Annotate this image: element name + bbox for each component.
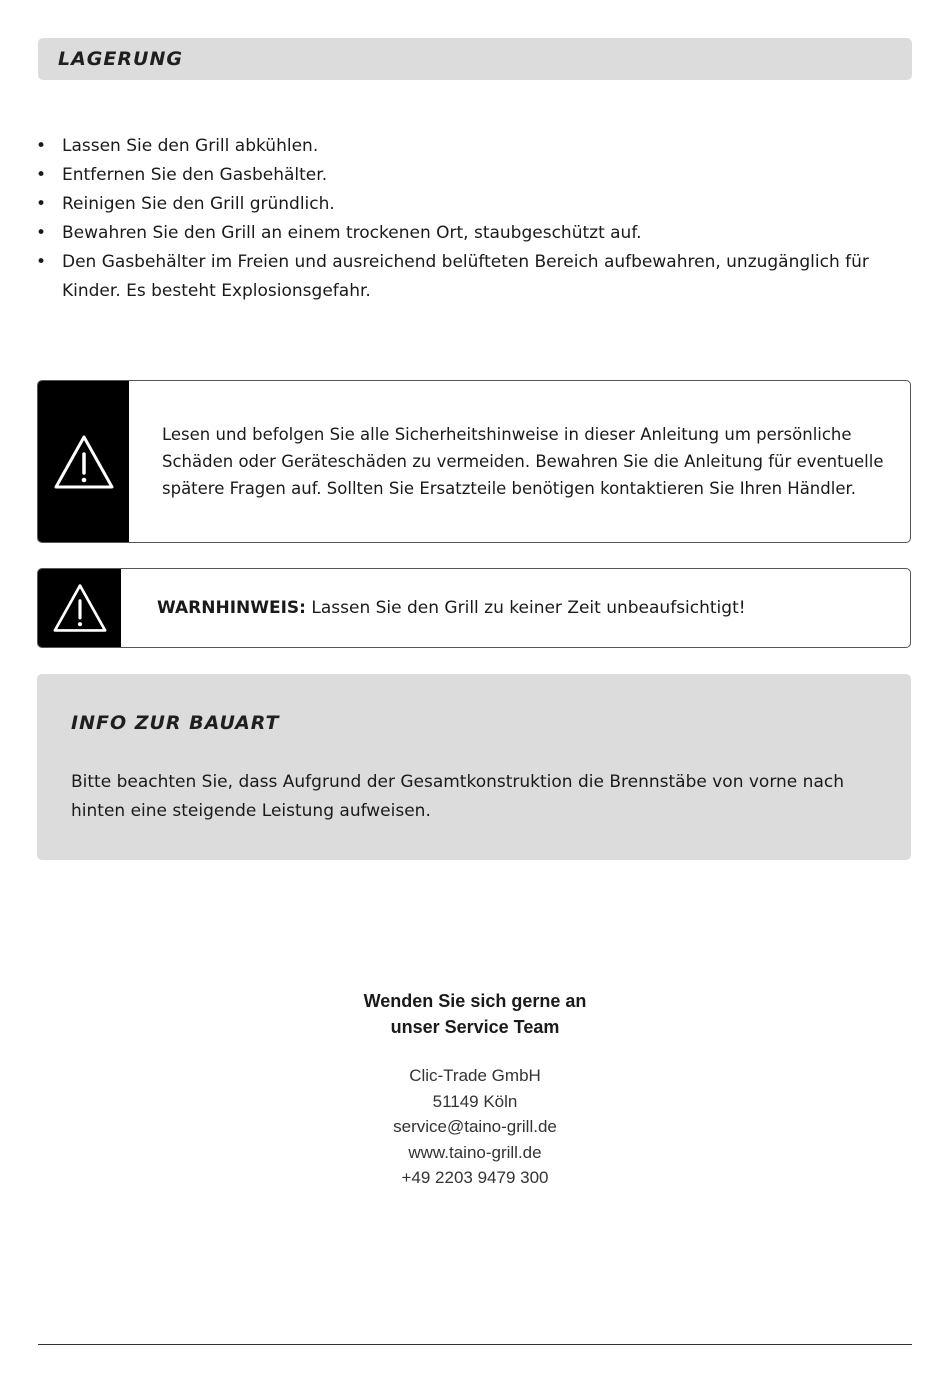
safety-notice-text: Lesen und befolgen Sie alle Sicherheitshinweise in dieser Anleitung um persönliche Schäden oder Geräteschäden zu vermeiden. Bewahren Sie die Anleitung für eventuelle spätere Fragen auf. Sollten Sie Ersatzteile benötigen kontaktieren Sie Ihren Händler. xyxy=(162,425,884,498)
footer-divider xyxy=(38,1344,912,1345)
company-city: 51149 Köln xyxy=(432,1091,518,1111)
warning-triangle-icon xyxy=(51,582,109,634)
service-phone: +49 2203 9479 300 xyxy=(401,1168,549,1187)
storage-title: LAGERUNG xyxy=(58,48,183,70)
list-item: • Lassen Sie den Grill abkühlen. xyxy=(36,136,319,156)
list-item: • Reinigen Sie den Grill gründlich. xyxy=(36,194,335,214)
warning-label: WARNHINWEIS: xyxy=(157,598,306,618)
service-website: www.taino-grill.de xyxy=(408,1142,542,1162)
construction-info-title: INFO ZUR BAUART xyxy=(71,712,280,734)
list-item: • Bewahren Sie den Grill an einem trockenen Ort, staubgeschützt auf. xyxy=(36,223,642,243)
warning-notice-text xyxy=(121,569,746,647)
storage-section-header xyxy=(38,38,912,80)
construction-info-text: Bitte beachten Sie, dass Aufgrund der Gesamtkonstruktion die Brennstäbe von vorne nach hinten eine steigende Leistung aufweisen. xyxy=(71,772,844,821)
construction-info-box xyxy=(37,674,911,860)
list-item: • Den Gasbehälter im Freien und ausreichend belüfteten Bereich aufbewahren, unzugänglich für Kinder. Es besteht Explosionsgefahr. xyxy=(36,252,869,301)
company-name: Clic-Trade GmbH xyxy=(409,1066,541,1085)
service-heading: Wenden Sie sich gerne an unser Service Team xyxy=(363,991,587,1037)
safety-notice-box xyxy=(37,380,911,543)
warning-message: Lassen Sie den Grill zu keiner Zeit unbeaufsichtigt! xyxy=(305,598,746,618)
service-contact-block xyxy=(275,988,675,1191)
warning-icon-panel xyxy=(38,569,121,647)
warning-triangle-icon xyxy=(52,433,116,491)
warning-icon-panel xyxy=(38,381,129,542)
storage-list xyxy=(36,132,876,306)
list-item: • Entfernen Sie den Gasbehälter. xyxy=(36,165,328,185)
warning-notice-box xyxy=(37,568,911,648)
service-email: service@taino-grill.de xyxy=(393,1117,557,1136)
